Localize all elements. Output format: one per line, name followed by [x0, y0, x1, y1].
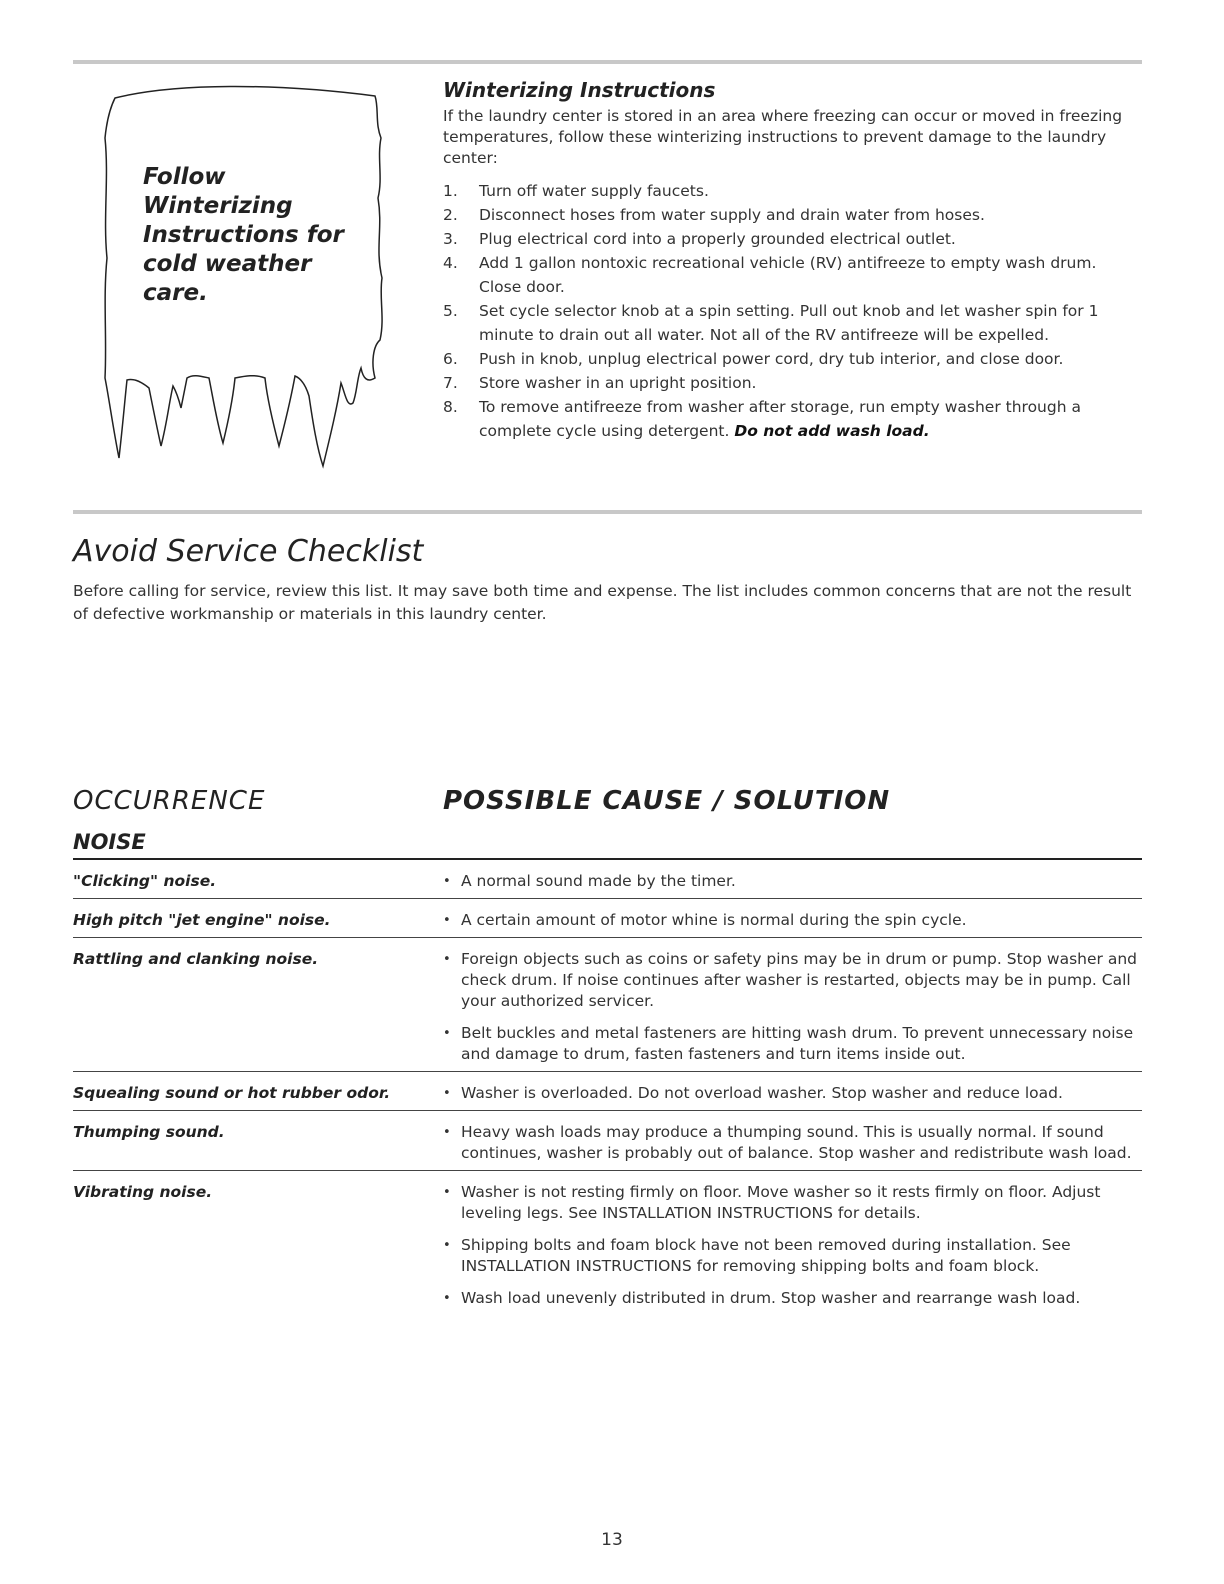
step-item: 2. Disconnect hoses from water supply and drain water from hoses. [443, 206, 985, 224]
solution-cell [443, 871, 1142, 892]
occurrence-cell: High pitch "jet engine" noise. [73, 911, 331, 929]
solution-item: • A certain amount of motor whine is normal during the spin cycle. [443, 910, 1142, 931]
occurrence-cell: "Clicking" noise. [73, 872, 217, 890]
occurrence-cell: Vibrating noise. [73, 1183, 213, 1201]
solution-item: • Washer is not resting firmly on floor. Move washer so it rests firmly on floor. Adjust leveling legs. See INSTALLATION INSTRUCTIONS for details. [443, 1182, 1142, 1224]
page-title: Avoid Service Checklist [73, 534, 424, 569]
occurrence-cell: Squealing sound or hot rubber odor. [73, 1084, 391, 1102]
step-item: 4. Add 1 gallon nontoxic recreational vehicle (RV) antifreeze to empty wash drum. Close door. [443, 254, 1097, 296]
section-divider [73, 510, 1142, 514]
table-row [73, 1072, 1142, 1111]
callout-text: Follow Winterizing Instructions for cold weather care. [143, 164, 344, 306]
occurrence-cell: Rattling and clanking noise. [73, 950, 319, 968]
table-row [73, 1111, 1142, 1171]
winterizing-intro: If the laundry center is stored in an area where freezing can occur or moved in freezing temperatures, follow these winterizing instructions to prevent damage to the laundry center: [443, 107, 1123, 167]
solution-item: • Belt buckles and metal fasteners are hitting wash drum. To prevent unnecessary noise and damage to drum, fasten fasteners and turn items inside out. [443, 1023, 1142, 1065]
solution-item: • A normal sound made by the timer. [443, 871, 1142, 892]
table-row [73, 938, 1142, 1072]
page-number: 13 [601, 1530, 623, 1550]
noise-section-heading: NOISE [73, 830, 146, 854]
solution-heading: POSSIBLE CAUSE / SOLUTION [443, 786, 891, 816]
step-item: 7. Store washer in an upright position. [443, 374, 757, 392]
solution-cell [443, 1182, 1142, 1309]
solution-cell [443, 1083, 1142, 1104]
solution-cell [443, 910, 1142, 931]
solution-item: • Shipping bolts and foam block have not been removed during installation. See INSTALLATION INSTRUCTIONS for removing shipping bolts and foam block. [443, 1235, 1142, 1277]
step-emphasis: Do not add wash load. [734, 422, 930, 440]
table-row [73, 1171, 1142, 1315]
checklist-table [73, 860, 1142, 1315]
solution-cell [443, 1122, 1142, 1164]
solution-item: • Heavy wash loads may produce a thumping sound. This is usually normal. If sound continues, washer is probably out of balance. Stop washer and redistribute wash load. [443, 1122, 1142, 1164]
winterizing-steps [443, 179, 1143, 443]
winterizing-section [443, 78, 1143, 443]
table-row [73, 899, 1142, 938]
occurrence-heading: OCCURRENCE [73, 786, 266, 816]
top-divider [73, 60, 1142, 64]
checklist-intro: Before calling for service, review this list. It may save both time and expense. The list includes common concerns that are not the result of defective workmanship or materials in this laundry center. [73, 582, 1132, 623]
solution-item: • Foreign objects such as coins or safety pins may be in drum or pump. Stop washer and check drum. If noise continues after washer is restarted, objects may be in pump. Call your authorized servicer. [443, 949, 1142, 1012]
step-item: 1. Turn off water supply faucets. [443, 182, 709, 200]
solution-item: • Wash load unevenly distributed in drum. Stop washer and rearrange wash load. [443, 1288, 1142, 1309]
solution-item: • Washer is overloaded. Do not overload washer. Stop washer and reduce load. [443, 1083, 1142, 1104]
winterizing-title: Winterizing Instructions [443, 78, 716, 102]
step-item: 6. Push in knob, unplug electrical power cord, dry tub interior, and close door. [443, 350, 1064, 368]
step-item: 5. Set cycle selector knob at a spin setting. Pull out knob and let washer spin for 1 minute to drain out all water. Not all of the RV antifreeze will be expelled. [443, 302, 1099, 344]
solution-cell [443, 949, 1142, 1065]
step-item: 3. Plug electrical cord into a properly grounded electrical outlet. [443, 230, 956, 248]
step-item: 8. To remove antifreeze from washer after storage, run empty washer through a complete cycle using detergent. Do not add wash load. [443, 398, 1081, 440]
frozen-callout [95, 78, 395, 478]
table-row [73, 860, 1142, 899]
occurrence-cell: Thumping sound. [73, 1123, 225, 1141]
